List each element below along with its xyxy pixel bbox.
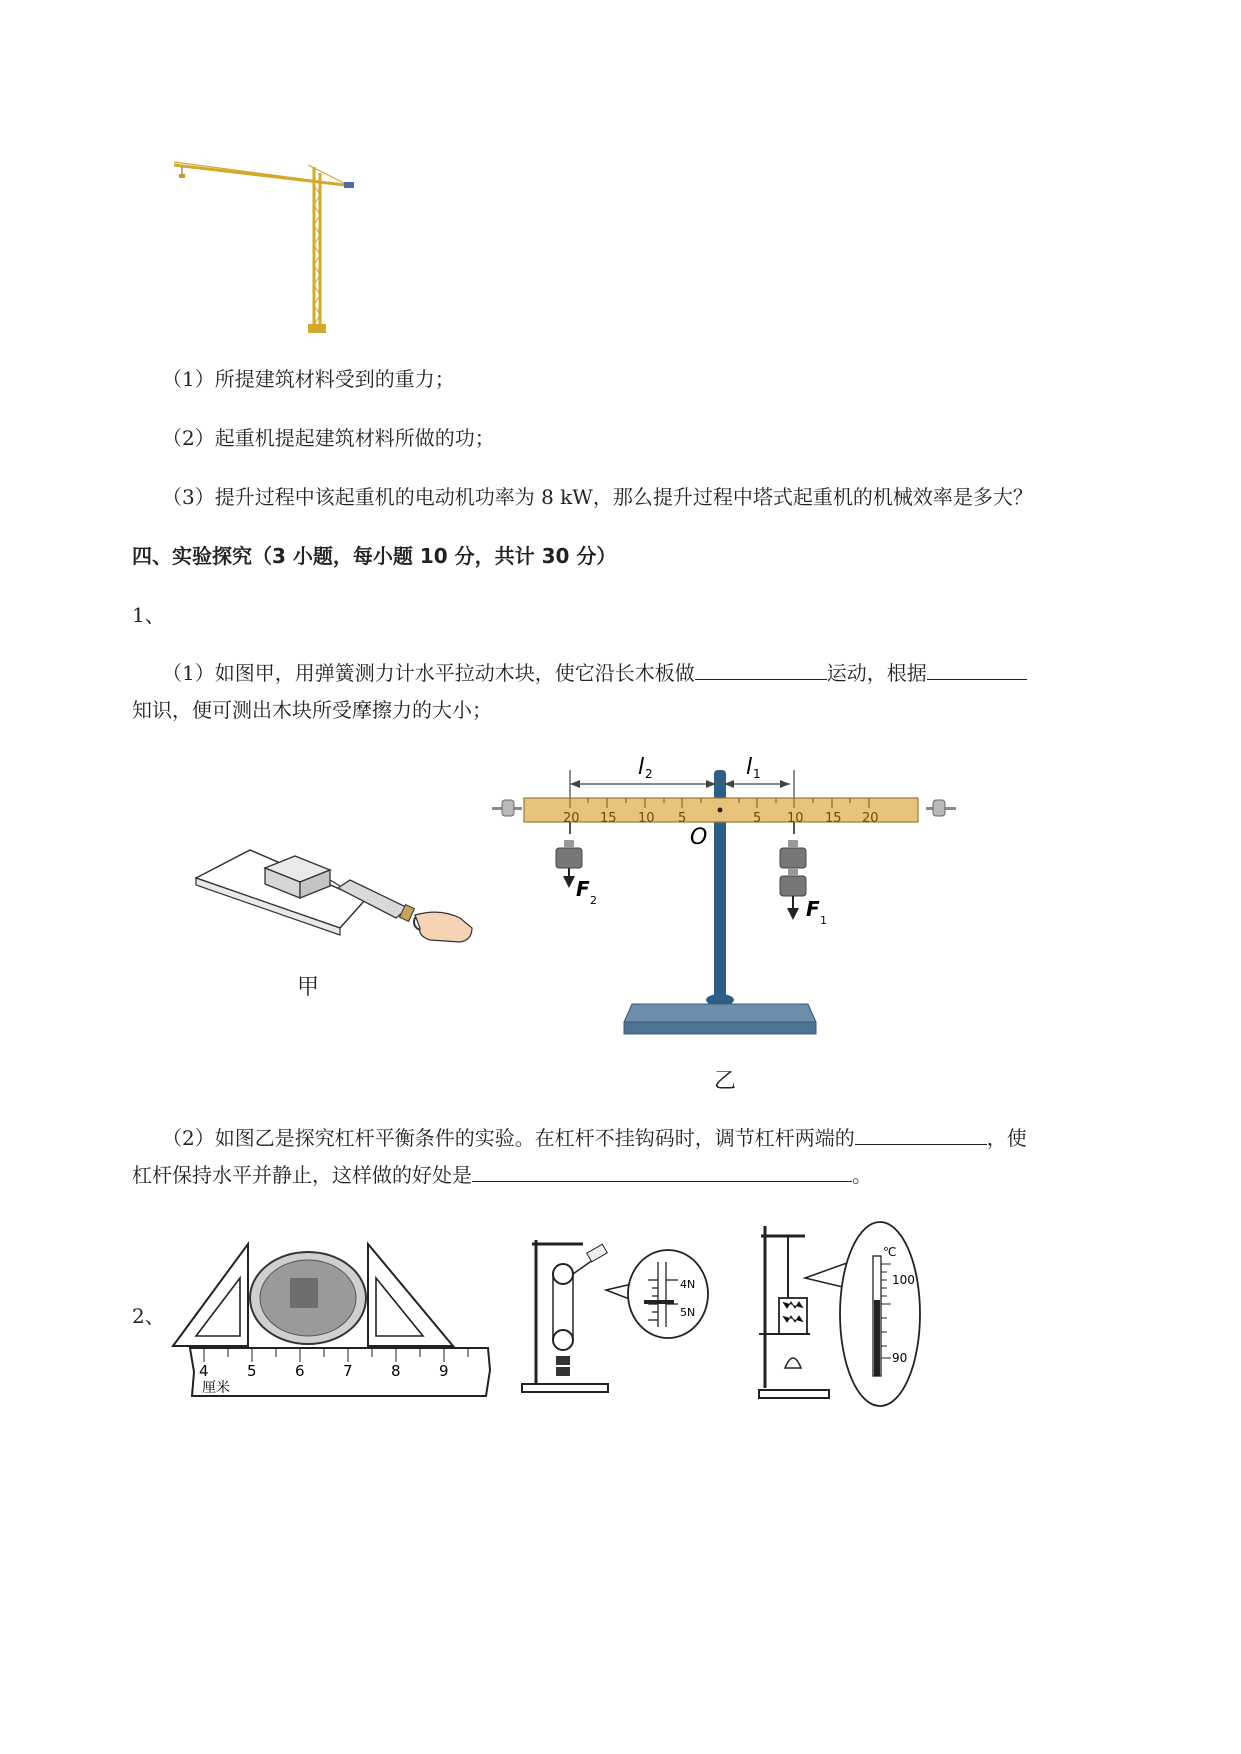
scale-right-20: 20 (862, 811, 879, 826)
thermometer-mark-100: 100 (892, 1273, 915, 1287)
scale-right-10: 10 (787, 811, 804, 826)
coin-ruler-measurement-image (168, 1238, 493, 1398)
pulley-spring-scale-image (518, 1232, 718, 1397)
part-1-text-b: 运动，根据 (826, 661, 927, 685)
l1-label: l (746, 755, 753, 780)
problem-1-part-2-line-2 (132, 1161, 872, 1189)
answer-blank-benefit[interactable] (472, 1161, 852, 1182)
question-1: （1）所提建筑材料受到的重力； (162, 367, 455, 391)
answer-blank-motion[interactable] (695, 659, 827, 680)
ruler-tick-6: 6 (295, 1362, 305, 1380)
section-4-title: 四、实验探究（3 小题，每小题 10 分，共计 30 分） (132, 544, 617, 568)
scale-right-15: 15 (825, 811, 842, 826)
scale-left-20: 20 (563, 811, 580, 826)
ruler-tick-8: 8 (391, 1362, 401, 1380)
problem-1-part-1-line-2: 知识，便可测出木块所受摩擦力的大小； (132, 698, 492, 722)
problem-1-number: 1、 (132, 603, 165, 627)
figure-jia-label: 甲 (297, 975, 320, 1000)
answer-blank-nut[interactable] (855, 1124, 987, 1145)
scale-left-10: 10 (638, 811, 655, 826)
problem-1-part-1-line-1 (162, 659, 1027, 687)
figure-yi-label: 乙 (714, 1069, 737, 1094)
scale-left-15: 15 (600, 811, 617, 826)
spring-scale-mark-5n: 5N (680, 1306, 696, 1319)
pivot-o-label: O (690, 825, 708, 850)
ruler-tick-9: 9 (439, 1362, 449, 1380)
problem-2-number: 2、 (132, 1304, 165, 1328)
ruler-unit: 厘米 (202, 1380, 230, 1396)
f1-subscript: 1 (820, 914, 827, 927)
friction-experiment-image (190, 840, 480, 960)
scale-right-5: 5 (753, 811, 762, 826)
ruler-tick-4: 4 (199, 1362, 209, 1380)
thermometer-unit: ℃ (883, 1245, 897, 1259)
l2-label: l (638, 755, 645, 780)
scale-left-5: 5 (678, 811, 687, 826)
f2-label: F (576, 877, 590, 901)
part-1-text-a: （1）如图甲，用弹簧测力计水平拉动木块，使它沿长木板做 (162, 661, 695, 685)
question-2: （2）起重机提起建筑材料所做的功； (162, 426, 495, 450)
tower-crane-image (168, 155, 363, 340)
l1-subscript: 1 (753, 767, 761, 781)
answer-blank-knowledge[interactable] (927, 659, 1027, 680)
lever-balance-image (490, 750, 960, 1045)
l2-subscript: 2 (645, 767, 653, 781)
ruler-tick-5: 5 (247, 1362, 257, 1380)
problem-1-part-2-line-1 (162, 1124, 1027, 1152)
f1-label: F (806, 897, 820, 921)
question-3: （3）提升过程中该起重机的电动机功率为 8 kW，那么提升过程中塔式起重机的机械效率是多大？ (162, 485, 1033, 509)
ruler-tick-7: 7 (343, 1362, 353, 1380)
f2-subscript: 2 (590, 894, 597, 907)
part-2-text-c: 杠杆保持水平并静止，这样做的好处是 (132, 1163, 472, 1187)
part-2-text-a: （2）如图乙是探究杠杆平衡条件的实验。在杠杆不挂钩码时，调节杠杆两端的 (162, 1126, 855, 1150)
spring-scale-mark-4n: 4N (680, 1278, 696, 1291)
thermometer-mark-90: 90 (892, 1351, 908, 1365)
boiling-thermometer-image (755, 1218, 935, 1418)
part-2-text-b: ，使 (986, 1126, 1027, 1150)
part-2-text-d: 。 (852, 1163, 872, 1187)
